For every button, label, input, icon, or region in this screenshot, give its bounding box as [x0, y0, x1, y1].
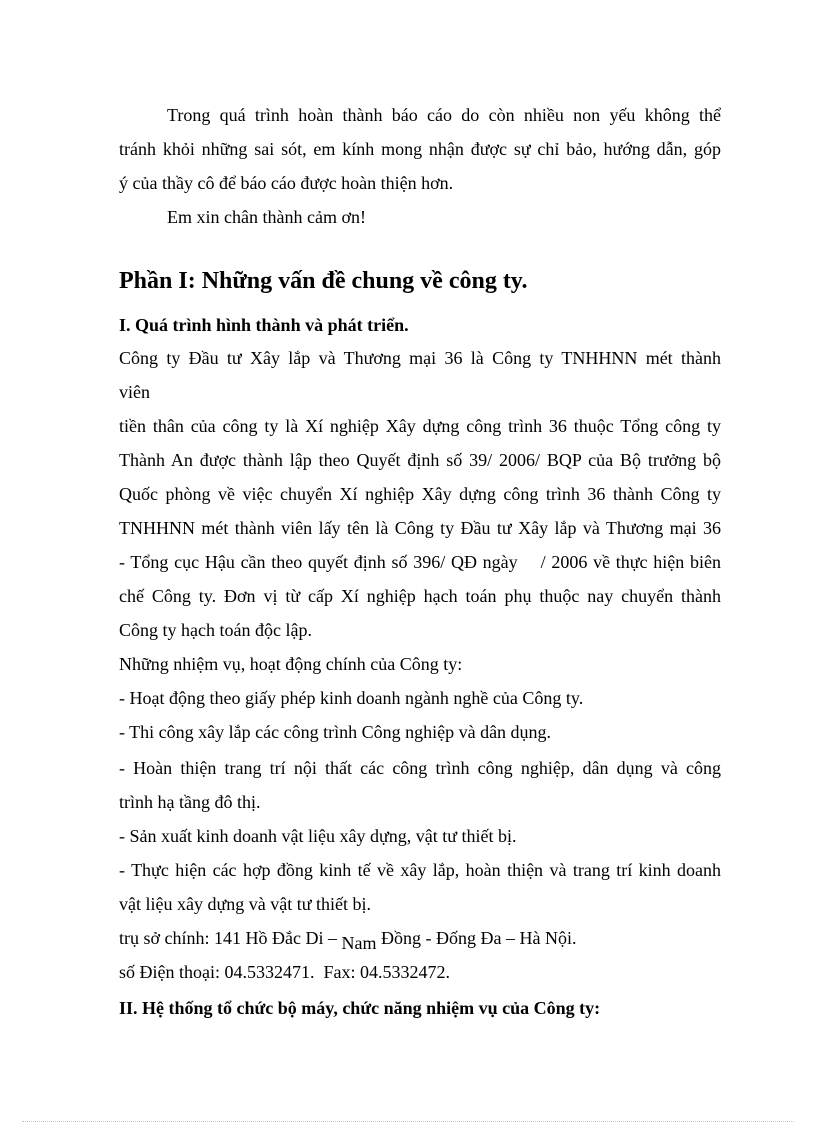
paragraph-line: chế Công ty. Đơn vị từ cấp Xí nghiệp hạch toán phụ thuộc nay chuyển thành	[119, 586, 721, 606]
paragraph-line: Công ty Đầu tư Xây lắp và Thương mại 36 là Công ty TNHHNN mét thành	[119, 348, 721, 368]
thanks-line: Em xin chân thành cảm ơn!	[167, 207, 366, 227]
list-item: - Thi công xây lắp các công trình Công nghiệp và dân dụng.	[119, 722, 552, 742]
part-title: Phần I: Những vấn đề chung về công ty.	[119, 268, 528, 294]
address-part: trụ sở chính: 141 Hồ Đắc Di –	[119, 928, 342, 948]
section-1-title: I. Quá trình hình thành và phát triển.	[119, 315, 409, 335]
intro-line-3: ý của thầy cô để báo cáo được hoàn thiện hơn.	[119, 173, 454, 193]
list-item-continuation: trình hạ tầng đô thị.	[119, 792, 261, 812]
list-item: - Sản xuất kinh doanh vật liệu xây dựng, vật tư thiết bị.	[119, 826, 517, 846]
intro-line-1: Trong quá trình hoàn thành báo cáo do còn nhiều non yếu không thể	[167, 105, 721, 125]
paragraph-line: tiền thân của công ty là Xí nghiệp Xây dựng công trình 36 thuộc Tổng công ty	[119, 416, 721, 436]
address-part: Đồng - Đống Đa – Hà Nội.	[376, 928, 577, 948]
address-line	[119, 926, 721, 953]
paragraph-line: Những nhiệm vụ, hoạt động chính của Công ty:	[119, 654, 463, 674]
list-item-continuation: vật liệu xây dựng và vật tư thiết bị.	[119, 894, 371, 914]
paragraph-line: viên	[119, 382, 150, 402]
paragraph-line: TNHHNN mét thành viên lấy tên là Công ty Đầu tư Xây lắp và Thương mại 36	[119, 518, 721, 538]
page-bottom-rule	[22, 1121, 794, 1122]
paragraph-line: Công ty hạch toán độc lập.	[119, 620, 312, 640]
contact-line: số Điện thoại: 04.5332471. Fax: 04.5332472.	[119, 962, 450, 982]
paragraph-line: Quốc phòng về việc chuyển Xí nghiệp Xây dựng công trình 36 thành Công ty	[119, 484, 721, 504]
paragraph-line: Thành An được thành lập theo Quyết định số 39/ 2006/ BQP của Bộ trưởng bộ	[119, 450, 721, 470]
list-item: - Hoàn thiện trang trí nội thất các công trình công nghiệp, dân dụng và công	[119, 758, 721, 778]
section-2-title: II. Hệ thống tổ chức bộ máy, chức năng nhiệm vụ của Công ty:	[119, 998, 601, 1018]
intro-line-2: tránh khỏi những sai sót, em kính mong nhận được sự chỉ bảo, hướng dẫn, góp	[119, 139, 721, 159]
address-subscript: Nam	[341, 933, 377, 953]
list-item: - Thực hiện các hợp đồng kinh tế về xây lắp, hoàn thiện và trang trí kinh doanh	[119, 860, 721, 880]
list-item: - Hoạt động theo giấy phép kinh doanh ngành nghề của Công ty.	[119, 688, 584, 708]
paragraph-line: - Tổng cục Hậu cần theo quyết định số 396/ QĐ ngày / 2006 về thực hiện biên	[119, 552, 721, 572]
